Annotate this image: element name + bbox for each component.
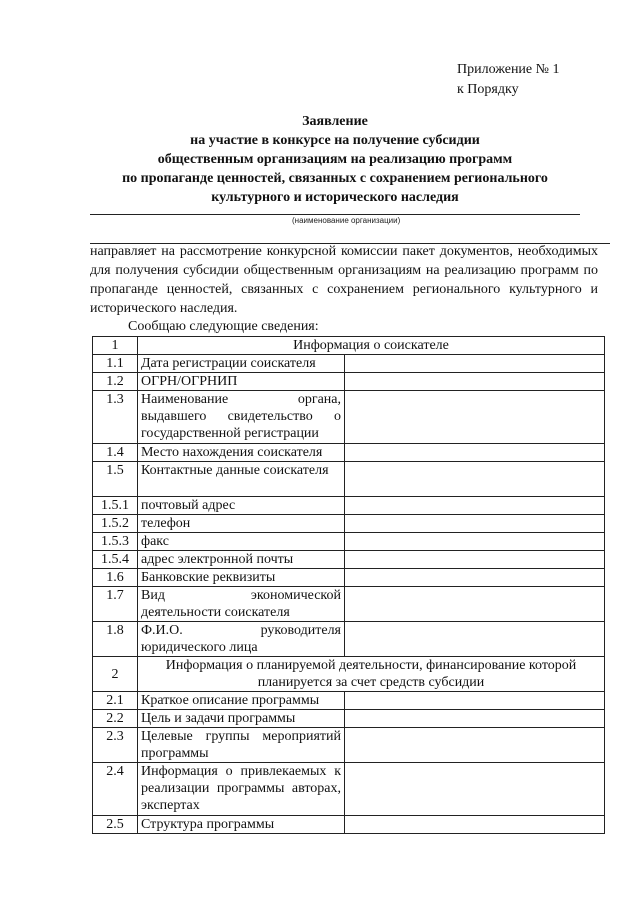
row-label: Место нахождения соискателя <box>138 444 345 462</box>
row-number: 1.5 <box>93 462 138 497</box>
table-row <box>93 692 605 710</box>
row-label: Контактные данные соискателя <box>138 462 345 497</box>
table-row <box>93 569 605 587</box>
row-label: ОГРН/ОГРНИП <box>138 373 345 391</box>
row-value <box>345 587 605 622</box>
row-value <box>345 728 605 763</box>
row-label: телефон <box>138 515 345 533</box>
row-label: Дата регистрации соискателя <box>138 355 345 373</box>
table-row <box>93 551 605 569</box>
row-value <box>345 692 605 710</box>
row-number: 2.2 <box>93 710 138 728</box>
row-label: Целевые группы мероприятий программы <box>138 728 345 763</box>
org-name-line <box>90 214 580 215</box>
table-row <box>93 710 605 728</box>
table-row <box>93 622 605 657</box>
table-row <box>93 763 605 816</box>
title-line-1: Заявление <box>302 114 368 129</box>
table-row <box>93 816 605 834</box>
row-value <box>345 710 605 728</box>
row-value <box>345 622 605 657</box>
row-label: Цель и задачи программы <box>138 710 345 728</box>
row-value <box>345 391 605 444</box>
row-label: Структура программы <box>138 816 345 834</box>
row-value <box>345 373 605 391</box>
title-line-5: культурного и исторического наследия <box>211 190 459 205</box>
table-row <box>93 728 605 763</box>
row-number: 1.7 <box>93 587 138 622</box>
row-number: 1.4 <box>93 444 138 462</box>
row-label: Вид экономической деятельности соискателя <box>138 587 345 622</box>
row-value <box>345 763 605 816</box>
table-row <box>93 391 605 444</box>
row-number: 1.3 <box>93 391 138 444</box>
title-line-3: общественным организациям на реализацию программ <box>157 152 513 167</box>
row-label: Ф.И.О. руководителя юридического лица <box>138 622 345 657</box>
section-title: Информация о соискателе <box>138 337 605 355</box>
row-value <box>345 515 605 533</box>
section-title: Информация о планируемой деятельности, финансирование которой планируется за счет средств субсидии <box>138 657 605 692</box>
row-label: Краткое описание программы <box>138 692 345 710</box>
row-value <box>345 551 605 569</box>
table-row <box>93 587 605 622</box>
appendix-reference <box>457 60 560 100</box>
appendix-procedure: к Порядку <box>457 82 519 97</box>
row-value <box>345 355 605 373</box>
row-number: 1.8 <box>93 622 138 657</box>
row-label: адрес электронной почты <box>138 551 345 569</box>
row-value <box>345 816 605 834</box>
row-label: факс <box>138 533 345 551</box>
document-title <box>60 112 610 207</box>
section-header-row <box>93 337 605 355</box>
title-line-2: на участие в конкурсе на получение субсидии <box>190 133 480 148</box>
row-label: почтовый адрес <box>138 497 345 515</box>
row-number: 2.4 <box>93 763 138 816</box>
section-number: 2 <box>93 657 138 692</box>
org-name-caption: (наименование организации) <box>292 216 401 225</box>
row-number: 1.5.1 <box>93 497 138 515</box>
row-number: 1.2 <box>93 373 138 391</box>
row-number: 1.5.4 <box>93 551 138 569</box>
application-body-text: направляет на рассмотрение конкурсной комиссии пакет документов, необходимых для получения субсидии общественным организациям на реализацию программ по пропаганде ценностей, связанных с сохранением регионального культурного и исторического наследия. <box>90 244 598 316</box>
row-number: 2.5 <box>93 816 138 834</box>
row-number: 1.5.3 <box>93 533 138 551</box>
table-row <box>93 515 605 533</box>
row-number: 1.1 <box>93 355 138 373</box>
row-value <box>345 497 605 515</box>
table-row <box>93 373 605 391</box>
title-line-4: по пропаганде ценностей, связанных с сохранением регионального <box>122 171 548 186</box>
section-header-row <box>93 657 605 692</box>
intro-text: Сообщаю следующие сведения: <box>128 319 319 334</box>
row-value <box>345 569 605 587</box>
table-row <box>93 355 605 373</box>
row-number: 2.3 <box>93 728 138 763</box>
row-value <box>345 462 605 497</box>
table-row <box>93 533 605 551</box>
applicant-info-table <box>92 336 605 834</box>
row-label: Наименование органа, выдавшего свидетельство о государственной регистрации <box>138 391 345 444</box>
row-value <box>345 533 605 551</box>
table-row <box>93 497 605 515</box>
row-number: 2.1 <box>93 692 138 710</box>
row-label: Банковские реквизиты <box>138 569 345 587</box>
table-row <box>93 462 605 497</box>
row-label: Информация о привлекаемых к реализации программы авторах, экспертах <box>138 763 345 816</box>
appendix-number: Приложение № 1 <box>457 62 560 77</box>
table-row <box>93 444 605 462</box>
row-value <box>345 444 605 462</box>
section-number: 1 <box>93 337 138 355</box>
row-number: 1.5.2 <box>93 515 138 533</box>
row-number: 1.6 <box>93 569 138 587</box>
